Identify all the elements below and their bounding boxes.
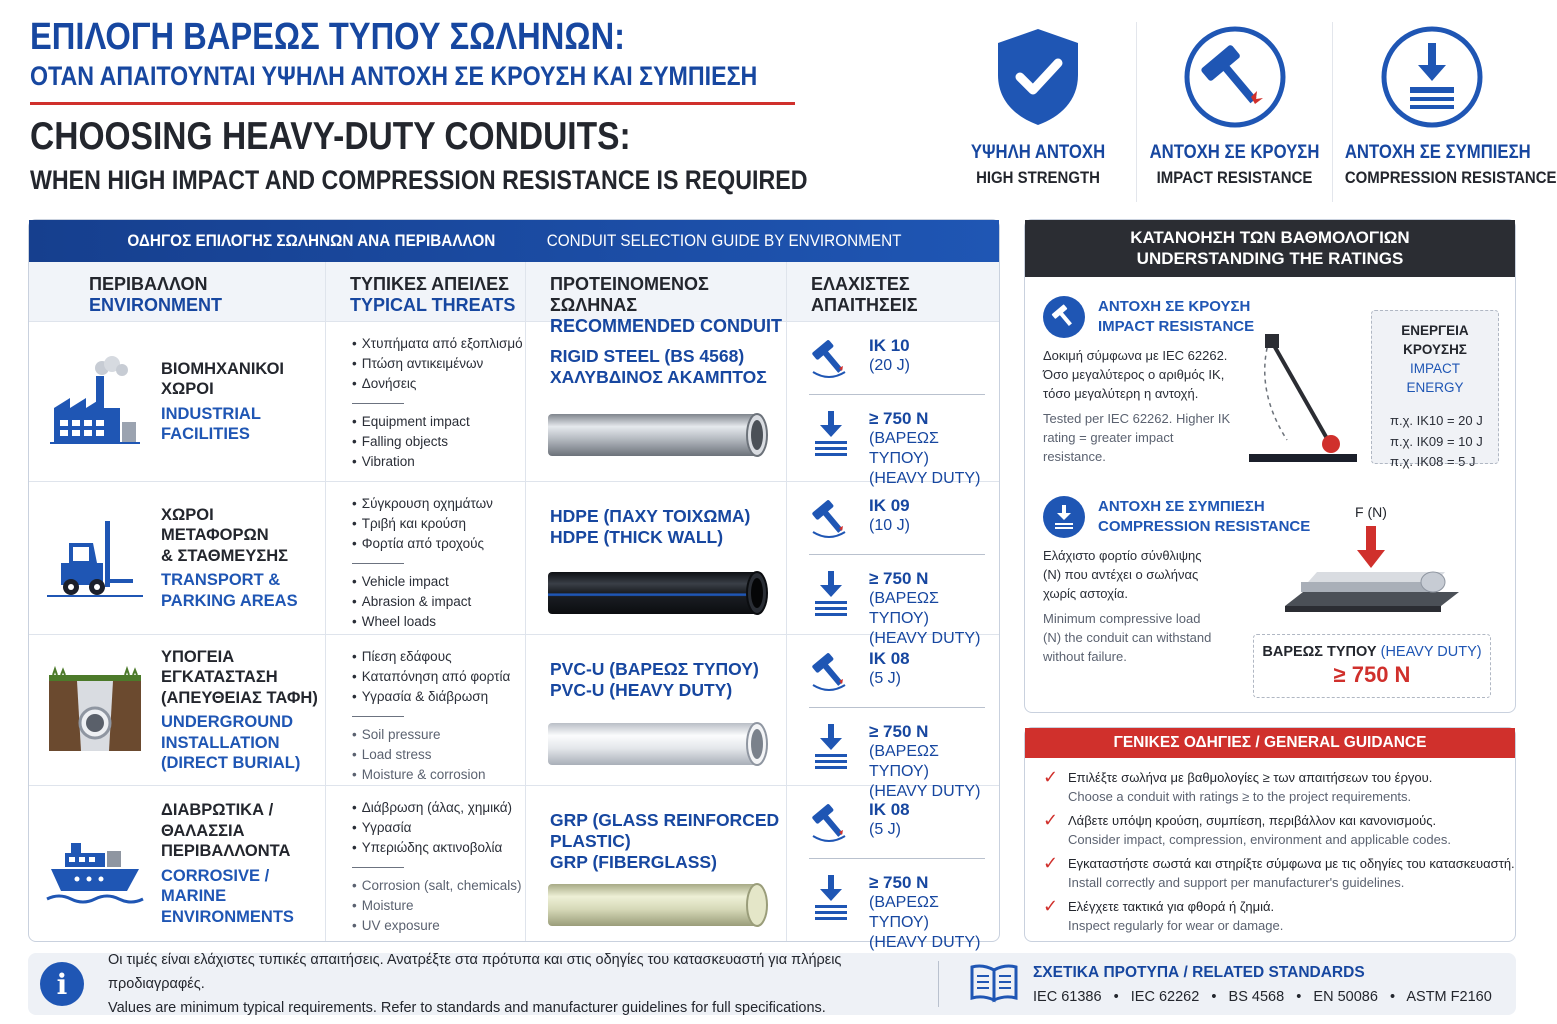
list-item: • Wheel loads xyxy=(352,612,525,632)
duty-class-en: (HEAVY DUTY) xyxy=(869,630,981,647)
conduit-cell xyxy=(526,786,787,941)
list-item: • Moisture xyxy=(352,896,525,916)
table-row xyxy=(29,322,999,487)
column-header-en: TYPICAL THREATS xyxy=(350,295,516,315)
standards-list: IEC 61386 • IEC 62262 • BS 4568 • EN 50086 • ASTM F2160 xyxy=(1033,988,1492,1005)
column-header-gr: ΠΕΡΙΒΑΛΛΟΝ xyxy=(89,274,208,294)
threats-list-en xyxy=(352,725,525,785)
requirements-cell xyxy=(787,482,999,647)
force-label: F (N) xyxy=(1355,504,1387,520)
ik-energy: (10 J) xyxy=(869,517,910,534)
column-header-en: RECOMMENDED CONDUIT xyxy=(550,316,782,336)
heavy-duty-value: ≥ 750 N xyxy=(1333,662,1411,687)
conduit-cell xyxy=(526,482,787,634)
environment-name-gr: ΥΠΟΓΕΙΑ ΕΓΚΑΤΑΣΤΑΣΗ (ΑΠΕΥΘΕΙΑΣ ΤΑΦΗ) xyxy=(161,647,318,707)
list-item: • Πτώση αντικειμένων xyxy=(352,354,525,374)
threats-cell xyxy=(326,786,526,941)
divider xyxy=(938,961,939,1007)
compression-title-gr: ΑΝΤΟΧΗ ΣΕ ΣΥΜΠΙΕΣΗ xyxy=(1098,498,1265,515)
footer-bar xyxy=(28,953,1516,1015)
environment-cell xyxy=(29,322,326,481)
list-item: • Πίεση εδάφους xyxy=(352,647,525,667)
impact-requirement xyxy=(809,786,999,858)
badge-high-strength xyxy=(940,22,1136,202)
hammer-icon xyxy=(809,649,853,698)
duty-class-gr: (ΒΑΡΕΩΣ ΤΥΠΟΥ) xyxy=(869,590,939,627)
list-item: • Δονήσεις xyxy=(352,374,525,394)
list-item xyxy=(1043,811,1515,849)
list-item: • Equipment impact xyxy=(352,412,525,432)
list-item: π.χ. IK08 = 5 J xyxy=(1390,454,1476,469)
impact-title-en: IMPACT RESISTANCE xyxy=(1098,318,1255,335)
ratings-header xyxy=(1025,220,1515,277)
list-item: • Υγρασία & διάβρωση xyxy=(352,687,525,707)
guide-title-en: CONDUIT SELECTION GUIDE BY ENVIRONMENT xyxy=(546,231,902,250)
badge-impact-resistance xyxy=(1136,22,1332,202)
environment-name-gr: ΔΙΑΒΡΩΤΙΚΑ / ΘΑΛΑΣΣΙΑ ΠΕΡΙΒΑΛΛΟΝΤΑ xyxy=(161,801,291,860)
requirements-cell xyxy=(787,635,999,800)
ratings-panel xyxy=(1024,219,1516,713)
compression-description: Ελάχιστο φορτίο σύνθλιψης (N) που αντέχει ο σωλήνας χωρίς αστοχία. Minimum compressive load (N) the conduit can withstand without failure. xyxy=(1043,548,1212,664)
conduit-name: GRP (GLASS REINFORCED PLASTIC) GRP (FIBERGLASS) xyxy=(550,810,780,872)
checkmark-icon: ✓ xyxy=(1043,853,1059,873)
list-item: • Moisture & corrosion xyxy=(352,765,525,785)
column-header-gr: ΤΥΠΙΚΕΣ ΑΠΕΙΛΕΣ xyxy=(350,274,509,294)
badge-label-en: HIGH STRENGTH xyxy=(976,168,1100,187)
column-header-gr: ΠΡΟΤΕΙΝΟΜΕΝΟΣ ΣΩΛΗΝΑΣ xyxy=(550,274,709,315)
divider xyxy=(352,563,404,564)
buried-pipe-icon xyxy=(47,660,143,760)
standards-title: ΣΧΕΤΙΚΑ ΠΡΟΤΥΠΑ / RELATED STANDARDS xyxy=(1033,963,1365,981)
impact-explanation xyxy=(1043,296,1254,466)
guide-header xyxy=(29,220,999,262)
footer-note-en: Values are minimum typical requirements. Refer to standards and manufacturer guidelines for full specifications. xyxy=(108,1000,826,1016)
requirements-cell xyxy=(787,786,999,951)
badge-label-en: IMPACT RESISTANCE xyxy=(1156,168,1313,187)
compression-value: ≥ 750 N xyxy=(869,409,929,428)
table-row xyxy=(29,482,999,647)
column-header-gr: ΕΛΑΧΙΣΤΕΣ ΑΠΑΙΤΗΣΕΙΣ xyxy=(811,274,918,315)
column-headers xyxy=(29,262,999,336)
list-item: π.χ. IK10 = 20 J xyxy=(1390,413,1483,428)
hdpe-pipe-image xyxy=(548,572,763,614)
list-item: • Abrasion & impact xyxy=(352,592,525,612)
divider xyxy=(352,867,404,868)
compression-icon xyxy=(809,409,853,462)
impact-requirement xyxy=(809,322,999,394)
column-header-en: ENVIRONMENT xyxy=(89,295,223,315)
book-icon xyxy=(969,962,1019,1007)
threats-list-en xyxy=(352,876,525,936)
impact-energy-box xyxy=(1371,310,1499,469)
pendulum-impact-illustration xyxy=(1247,330,1363,470)
list-item: • UV exposure xyxy=(352,916,525,936)
list-item: • Χτυπήματα από εξοπλισμό xyxy=(352,334,525,354)
list-item: • Soil pressure xyxy=(352,725,525,745)
duty-class-gr: (ΒΑΡΕΩΣ ΤΥΠΟΥ) xyxy=(869,894,939,931)
ship-icon xyxy=(47,814,143,914)
threats-cell xyxy=(326,482,526,634)
duty-class-en: (HEAVY DUTY) xyxy=(869,470,981,487)
info-icon: i xyxy=(40,962,84,1006)
heavy-duty-label-gr: ΒΑΡΕΩΣ ΤΥΠΟΥ xyxy=(1262,644,1377,660)
pvc-pipe-image xyxy=(548,723,763,765)
threats-list-en xyxy=(352,572,525,632)
guidance-text-en: Install correctly and support per manufacturer's guidelines. xyxy=(1068,875,1405,890)
compression-icon xyxy=(809,873,853,926)
environment-name-en: CORROSIVE / MARINE ENVIRONMENTS xyxy=(161,866,294,926)
list-item xyxy=(1043,854,1515,892)
heavy-duty-box xyxy=(1253,634,1491,698)
badge-label-gr: ΑΝΤΟΧΗ ΣΕ ΣΥΜΠΙΕΣΗ xyxy=(1344,142,1531,163)
requirements-cell xyxy=(787,322,999,487)
list-item: π.χ. IK09 = 10 J xyxy=(1390,433,1483,449)
ik-rating: IK 09 xyxy=(869,496,910,515)
compression-requirement xyxy=(809,394,985,487)
conduit-cell xyxy=(526,635,787,785)
compression-value: ≥ 750 N xyxy=(869,873,929,892)
conduit-name: HDPE (ΠΑΧΥ ΤΟΙΧΩΜΑ) HDPE (THICK WALL) xyxy=(550,506,751,547)
threats-list-gr xyxy=(352,334,525,394)
column-header-environment xyxy=(29,262,326,321)
list-item xyxy=(1043,768,1515,806)
badge-compression-resistance xyxy=(1332,22,1557,202)
badge-label-gr: ΑΝΤΟΧΗ ΣΕ ΚΡΟΥΣΗ xyxy=(1149,142,1320,163)
environment-name-en: INDUSTRIAL FACILITIES xyxy=(161,404,261,443)
compression-value: ≥ 750 N xyxy=(869,722,929,741)
shield-check-icon xyxy=(940,22,1136,132)
threats-list-gr xyxy=(352,494,525,554)
header-divider xyxy=(30,102,795,105)
guidance-text-gr: Επιλέξτε σωλήνα με βαθμολογίες ≥ των απαιτήσεων του έργου. xyxy=(1068,770,1433,785)
general-guidance-panel xyxy=(1024,727,1516,942)
guidance-header: ΓΕΝΙΚΕΣ ΟΔΗΓΙΕΣ / GENERAL GUIDANCE xyxy=(1025,728,1515,758)
compression-icon xyxy=(1333,22,1530,132)
compression-icon xyxy=(1043,496,1085,538)
duty-class-en: (HEAVY DUTY) xyxy=(869,934,981,951)
list-item: • Falling objects xyxy=(352,432,525,452)
column-header-threats xyxy=(326,262,526,321)
conduit-name: PVC-U (ΒΑΡΕΩΣ ΤΥΠΟΥ) PVC-U (HEAVY DUTY) xyxy=(550,659,759,700)
impact-description: Δοκιμή σύμφωνα με IEC 62262. Όσο μεγαλύτερος ο αριθμός IK, τόσο μεγαλύτερη η αντοχή. Tested per IEC 62262. Higher IK rating = greater impact resistance. xyxy=(1043,348,1231,464)
hammer-icon xyxy=(809,496,853,545)
page-header xyxy=(30,16,930,196)
environment-name-gr: ΧΩΡΟΙ ΜΕΤΑΦΟΡΩΝ & ΣΤΑΘΜΕΥΣΗΣ xyxy=(161,505,289,565)
title-english: CHOOSING HEAVY-DUTY CONDUITS: xyxy=(30,115,631,158)
compression-requirement xyxy=(809,554,985,647)
list-item: • Διάβρωση (άλας, χημικά) xyxy=(352,798,525,818)
list-item: • Καταπόνηση από φορτία xyxy=(352,667,525,687)
factory-icon xyxy=(47,352,143,452)
list-item: • Load stress xyxy=(352,745,525,765)
ik-rating: IK 08 xyxy=(869,800,910,819)
guidance-text-gr: Ελέγχετε τακτικά για φθορά ή ζημιά. xyxy=(1068,899,1275,914)
compression-value: ≥ 750 N xyxy=(869,569,929,588)
column-header-min-requirements xyxy=(787,262,999,321)
impact-energy-title-en: IMPACT ENERGY xyxy=(1406,361,1464,395)
conduit-selection-guide xyxy=(28,219,1000,951)
list-item: • Υγρασία xyxy=(352,818,525,838)
feature-badges xyxy=(940,22,1557,202)
divider xyxy=(352,716,404,717)
duty-class-gr: (ΒΑΡΕΩΣ ΤΥΠΟΥ) xyxy=(869,430,939,467)
checkmark-icon: ✓ xyxy=(1043,767,1059,787)
guide-title-gr: ΟΔΗΓΟΣ ΕΠΙΛΟΓΗΣ ΣΩΛΗΝΩΝ ΑΝΑ ΠΕΡΙΒΑΛΛΟΝ xyxy=(126,231,495,250)
ik-energy: (20 J) xyxy=(869,357,910,374)
heavy-duty-label-en: (HEAVY DUTY) xyxy=(1380,644,1482,660)
list-item xyxy=(1043,897,1515,935)
title-greek: ΕΠΙΛΟΓΗ ΒΑΡΕΩΣ ΤΥΠΟΥ ΣΩΛΗΝΩΝ: xyxy=(30,16,626,58)
impact-requirement xyxy=(809,635,999,707)
compression-icon xyxy=(809,722,853,775)
impact-requirement xyxy=(809,482,999,554)
impact-energy-title-gr: ΕΝΕΡΓΕΙΑ ΚΡΟΥΣΗΣ xyxy=(1401,323,1469,357)
badge-label-en: COMPRESSION RESISTANCE xyxy=(1344,168,1557,187)
list-item: • Vehicle impact xyxy=(352,572,525,592)
badge-label-gr: ΥΨΗΛΗ ΑΝΤΟΧΗ xyxy=(970,142,1106,163)
compression-requirement xyxy=(809,858,985,951)
threats-list-en xyxy=(352,412,525,472)
table-row xyxy=(29,635,999,800)
ratings-title-gr: ΚΑΤΑΝΟΗΣΗ ΤΩΝ ΒΑΘΜΟΛΟΓΙΩΝ xyxy=(1130,228,1410,247)
duty-class-gr: (ΒΑΡΕΩΣ ΤΥΠΟΥ) xyxy=(869,743,939,780)
threats-list-gr xyxy=(352,647,525,707)
list-item: • Vibration xyxy=(352,452,525,472)
impact-title-gr: ΑΝΤΟΧΗ ΣΕ ΚΡΟΥΣΗ xyxy=(1098,298,1251,315)
hammer-icon xyxy=(809,336,853,385)
guidance-text-gr: Λάβετε υπόψη κρούση, συμπίεση, περιβάλλον και κανονισμούς. xyxy=(1068,813,1437,828)
compression-test-illustration xyxy=(1281,522,1481,622)
environment-name-gr: ΒΙΟΜΗΧΑΝΙΚΟΙ ΧΩΡΟΙ xyxy=(161,359,284,398)
environment-cell xyxy=(29,482,326,634)
grp-pipe-image xyxy=(548,884,763,926)
duty-class-en: (HEAVY DUTY) xyxy=(869,783,981,800)
compression-title-en: COMPRESSION RESISTANCE xyxy=(1098,518,1311,535)
related-standards xyxy=(1033,964,1492,1005)
conduit-name: RIGID STEEL (BS 4568) ΧΑΛΥΒΔΙΝΟΣ ΑΚΑΜΠΤΟΣ xyxy=(550,346,767,387)
ik-rating: IK 08 xyxy=(869,649,910,668)
guidance-text-en: Inspect regularly for wear or damage. xyxy=(1068,918,1284,933)
list-item: • Corrosion (salt, chemicals) xyxy=(352,876,525,896)
environment-name-en: UNDERGROUND INSTALLATION (DIRECT BURIAL) xyxy=(161,713,301,772)
hammer-icon xyxy=(809,800,853,849)
column-header-conduit xyxy=(526,262,787,336)
threats-list-gr xyxy=(352,798,525,858)
list-item: • Υπεριώδης ακτινοβολία xyxy=(352,838,525,858)
environment-cell xyxy=(29,786,326,941)
checkmark-icon: ✓ xyxy=(1043,810,1059,830)
guidance-text-en: Choose a conduit with ratings ≥ to the project requirements. xyxy=(1068,789,1412,804)
list-item: • Φορτία από τροχούς xyxy=(352,534,525,554)
compression-icon xyxy=(809,569,853,622)
steel-pipe-image xyxy=(548,414,763,456)
ratings-title-en: UNDERSTANDING THE RATINGS xyxy=(1136,249,1404,268)
checkmark-icon: ✓ xyxy=(1043,896,1059,916)
forklift-icon xyxy=(47,508,143,608)
environment-name-en: TRANSPORT & PARKING AREAS xyxy=(161,571,298,610)
guidance-text-gr: Εγκαταστήστε σωστά και στηρίξτε σύμφωνα με τις οδηγίες του κατασκευαστή. xyxy=(1068,856,1515,871)
list-item: • Σύγκρουση οχημάτων xyxy=(352,494,525,514)
ik-energy: (5 J) xyxy=(869,670,901,687)
environment-cell xyxy=(29,635,326,785)
compression-requirement xyxy=(809,707,985,800)
footer-note-gr: Οι τιμές είναι ελάχιστες τυπικές απαιτήσεις. Ανατρέξτε στα πρότυπα και στις οδηγίες του κατασκευαστή για πλήρεις προδιαγραφές. xyxy=(108,952,842,992)
conduit-cell xyxy=(526,322,787,481)
footer-note xyxy=(108,948,938,1020)
list-item: • Τριβή και κρούση xyxy=(352,514,525,534)
subtitle-greek: ΟΤΑΝ ΑΠΑΙΤΟΥΝΤΑΙ ΥΨΗΛΗ ΑΝΤΟΧΗ ΣΕ ΚΡΟΥΣΗ ΚΑΙ ΣΥΜΠΙΕΣΗ xyxy=(30,61,758,91)
subtitle-english: WHEN HIGH IMPACT AND COMPRESSION RESISTANCE IS REQUIRED xyxy=(30,165,808,195)
table-row xyxy=(29,786,999,951)
hammer-icon xyxy=(1137,22,1332,132)
ik-energy: (5 J) xyxy=(869,821,901,838)
ik-rating: IK 10 xyxy=(869,336,910,355)
guidance-text-en: Consider impact, compression, environment and applicable codes. xyxy=(1068,832,1451,847)
threats-cell xyxy=(326,322,526,481)
threats-cell xyxy=(326,635,526,785)
divider xyxy=(352,403,404,404)
hammer-icon xyxy=(1043,296,1085,338)
